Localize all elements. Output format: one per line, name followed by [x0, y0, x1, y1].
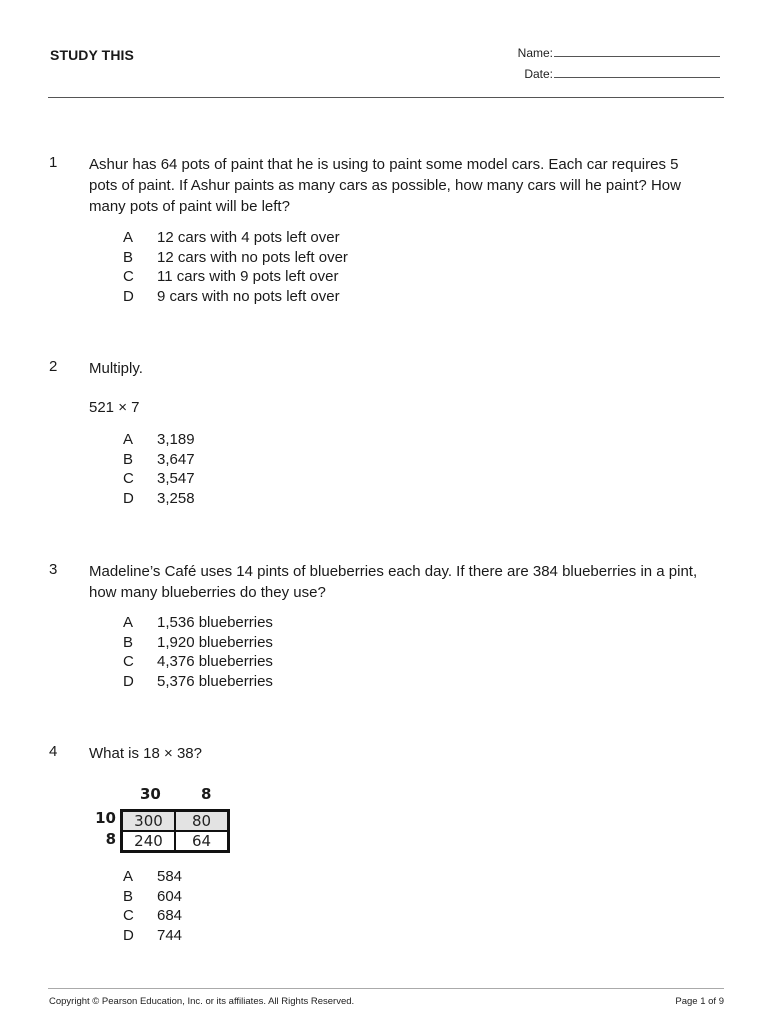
choice-c[interactable] — [123, 469, 195, 489]
question-text: Multiply. — [89, 360, 143, 377]
choice-letter: D — [123, 489, 134, 507]
header-divider — [48, 97, 724, 98]
choice-a[interactable] — [123, 430, 195, 450]
choice-letter: A — [123, 614, 134, 632]
answer-choices — [123, 228, 348, 306]
choice-letter: D — [123, 287, 134, 305]
choice-text: 12 cars with 4 pots left over — [157, 229, 340, 247]
question-text: What is 18 × 38? — [89, 745, 202, 762]
choice-letter: A — [123, 229, 134, 247]
area-model-cell: 80 — [175, 811, 228, 831]
choice-text: 584 — [157, 868, 183, 886]
answer-choices — [123, 867, 182, 945]
choice-text: 11 cars with 9 pots left over — [157, 268, 339, 286]
question-expression: 521 × 7 — [89, 399, 140, 416]
choice-text: 604 — [157, 887, 183, 905]
question-text: Ashur has 64 pots of paint that he is using to paint some model cars. Each car requires 5 pots of paint. If Ashur paints as many cars as possible, how many cars will he paint? How many pots of paint will be left? — [89, 156, 681, 215]
choice-letter: D — [123, 926, 134, 944]
area-model-cell: 240 — [122, 831, 175, 851]
answer-choices — [123, 430, 195, 508]
area-model-col-header: 30 — [140, 785, 161, 803]
area-model — [92, 785, 252, 865]
name-label: Name: — [517, 46, 553, 60]
area-model-cell: 300 — [122, 811, 175, 831]
choice-letter: B — [123, 887, 134, 905]
area-model-cell: 64 — [175, 831, 228, 851]
choice-a[interactable] — [123, 228, 348, 248]
choice-c[interactable] — [123, 906, 182, 926]
choice-c[interactable] — [123, 652, 273, 672]
choice-d[interactable] — [123, 287, 348, 307]
area-model-row-header: 8 — [105, 830, 116, 848]
worksheet-title: STUDY THIS — [50, 47, 134, 63]
choice-letter: C — [123, 653, 134, 671]
question-number: 2 — [49, 358, 58, 375]
choice-letter: C — [123, 907, 134, 925]
choice-b[interactable] — [123, 887, 182, 907]
area-model-row-header: 10 — [95, 809, 116, 827]
choice-letter: A — [123, 431, 134, 449]
choice-text: 3,258 — [157, 489, 195, 507]
choice-d[interactable] — [123, 672, 273, 692]
choice-text: 684 — [157, 907, 183, 925]
choice-text: 3,547 — [157, 470, 195, 488]
choice-text: 12 cars with no pots left over — [157, 248, 348, 266]
question-number: 4 — [49, 743, 58, 760]
date-field[interactable] — [524, 67, 720, 81]
question-number: 3 — [49, 561, 58, 578]
choice-c[interactable] — [123, 267, 348, 287]
choice-a[interactable] — [123, 613, 273, 633]
answer-choices — [123, 613, 273, 691]
choice-b[interactable] — [123, 450, 195, 470]
choice-letter: A — [123, 868, 134, 886]
area-model-col-header: 8 — [201, 785, 212, 803]
choice-text: 3,647 — [157, 450, 195, 468]
question-text: Madeline’s Café uses 14 pints of blueberries each day. If there are 384 blueberries in a pint, how many blueberries do they use? — [89, 563, 698, 601]
choice-b[interactable] — [123, 248, 348, 268]
choice-letter: B — [123, 633, 134, 651]
choice-text: 1,920 blueberries — [157, 633, 273, 651]
choice-d[interactable] — [123, 489, 195, 509]
choice-b[interactable] — [123, 633, 273, 653]
choice-text: 5,376 blueberries — [157, 672, 273, 690]
footer-divider — [48, 988, 724, 989]
question-number: 1 — [49, 154, 58, 171]
choice-text: 3,189 — [157, 431, 195, 449]
choice-a[interactable] — [123, 867, 182, 887]
choice-letter: C — [123, 268, 134, 286]
area-model-grid — [120, 809, 230, 853]
name-field[interactable] — [518, 46, 720, 60]
date-blank[interactable] — [554, 67, 720, 78]
name-blank[interactable] — [554, 46, 720, 57]
choice-d[interactable] — [123, 926, 182, 946]
choice-letter: B — [123, 248, 134, 266]
choice-letter: C — [123, 470, 134, 488]
choice-text: 1,536 blueberries — [157, 614, 273, 632]
page-number: Page 1 of 9 — [675, 996, 724, 1007]
choice-letter: B — [123, 450, 134, 468]
choice-letter: D — [123, 672, 134, 690]
choice-text: 9 cars with no pots left over — [157, 287, 340, 305]
copyright-notice: Copyright © Pearson Education, Inc. or its affiliates. All Rights Reserved. — [49, 996, 355, 1007]
choice-text: 4,376 blueberries — [157, 653, 273, 671]
date-label: Date: — [524, 67, 553, 81]
choice-text: 744 — [157, 926, 183, 944]
